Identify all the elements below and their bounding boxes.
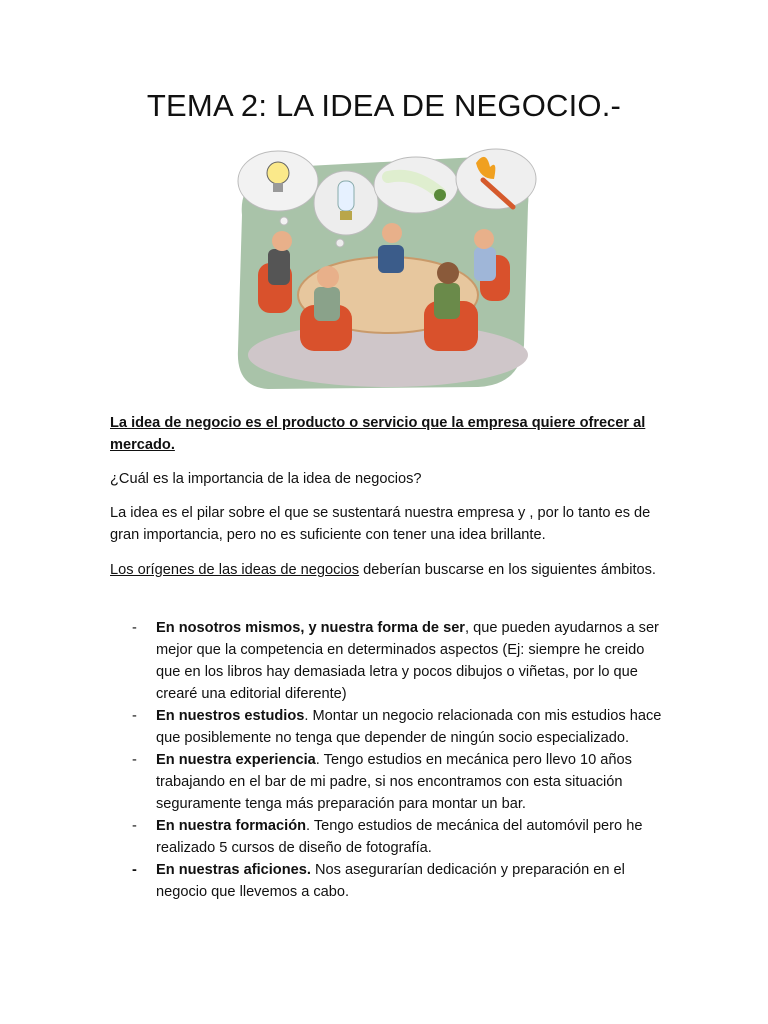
importance-text: La idea es el pilar sobre el que se sustentará nuestra empresa y , por lo tanto es de gran importancia, pero no es suficiente con tener una idea brillante.: [110, 505, 651, 543]
thought-bubble-tube: [374, 157, 458, 213]
page-title: TEMA 2: LA IDEA DE NEGOCIO.-: [146, 88, 622, 123]
meeting-illustration: [228, 145, 540, 395]
list-item: [110, 749, 670, 815]
origins-list: [110, 617, 670, 903]
question-text: ¿Cuál es la importancia de la idea de negocios?: [110, 471, 422, 487]
list-bullet: -: [132, 862, 137, 878]
list-item: [110, 705, 670, 749]
list-item-heading: En nuestras aficiones.: [156, 862, 311, 878]
thought-bubble-match: [456, 149, 536, 209]
definition-text: La idea de negocio es el producto o servicio que la empresa quiere ofrecer al mercado.: [110, 415, 646, 453]
list-item-text: . Tengo estudios de mecánica del automóvil pero he realizado 5 cursos de diseño de fotografía.: [156, 818, 643, 856]
list-item-text: , que pueden ayudarnos a ser mejor que la competencia en determinados aspectos (Ej: siempre he creido que en los libros hay demasiada letra y pocos dibujos o viñetas, por lo que crearé una editorial diferente): [156, 620, 659, 702]
list-item-text: Nos asegurarían dedicación y preparación en el negocio que llevemos a cabo.: [156, 862, 625, 900]
origins-rest: deberían buscarse en los siguientes ámbitos.: [359, 562, 656, 578]
list-item-heading: En nuestra formación: [156, 818, 307, 834]
list-item-text: . Tengo estudios en mecánica pero llevo 10 años trabajando en el bar de mi padre, si nos encontramos con esta situación seguramente tenga más preparación para montar un bar.: [156, 752, 632, 812]
list-bullet: -: [132, 818, 137, 834]
list-item-heading: En nuestra experiencia: [156, 752, 316, 768]
list-item: [110, 859, 670, 903]
origins-underlined: Los orígenes de las ideas de negocios: [110, 562, 360, 578]
list-bullet: -: [132, 708, 137, 724]
list-item-heading: En nosotros mismos, y nuestra forma de ser: [156, 620, 465, 636]
origins-text: [110, 559, 670, 581]
list-bullet: -: [132, 620, 137, 636]
list-item: [110, 617, 670, 705]
list-bullet: -: [132, 752, 137, 768]
list-item-heading: En nuestros estudios: [156, 708, 305, 724]
list-item-text: . Montar un negocio relacionada con mis estudios hace que posiblemente no tenga que depender de ningún socio especializado.: [156, 708, 662, 746]
list-item: [110, 815, 670, 859]
